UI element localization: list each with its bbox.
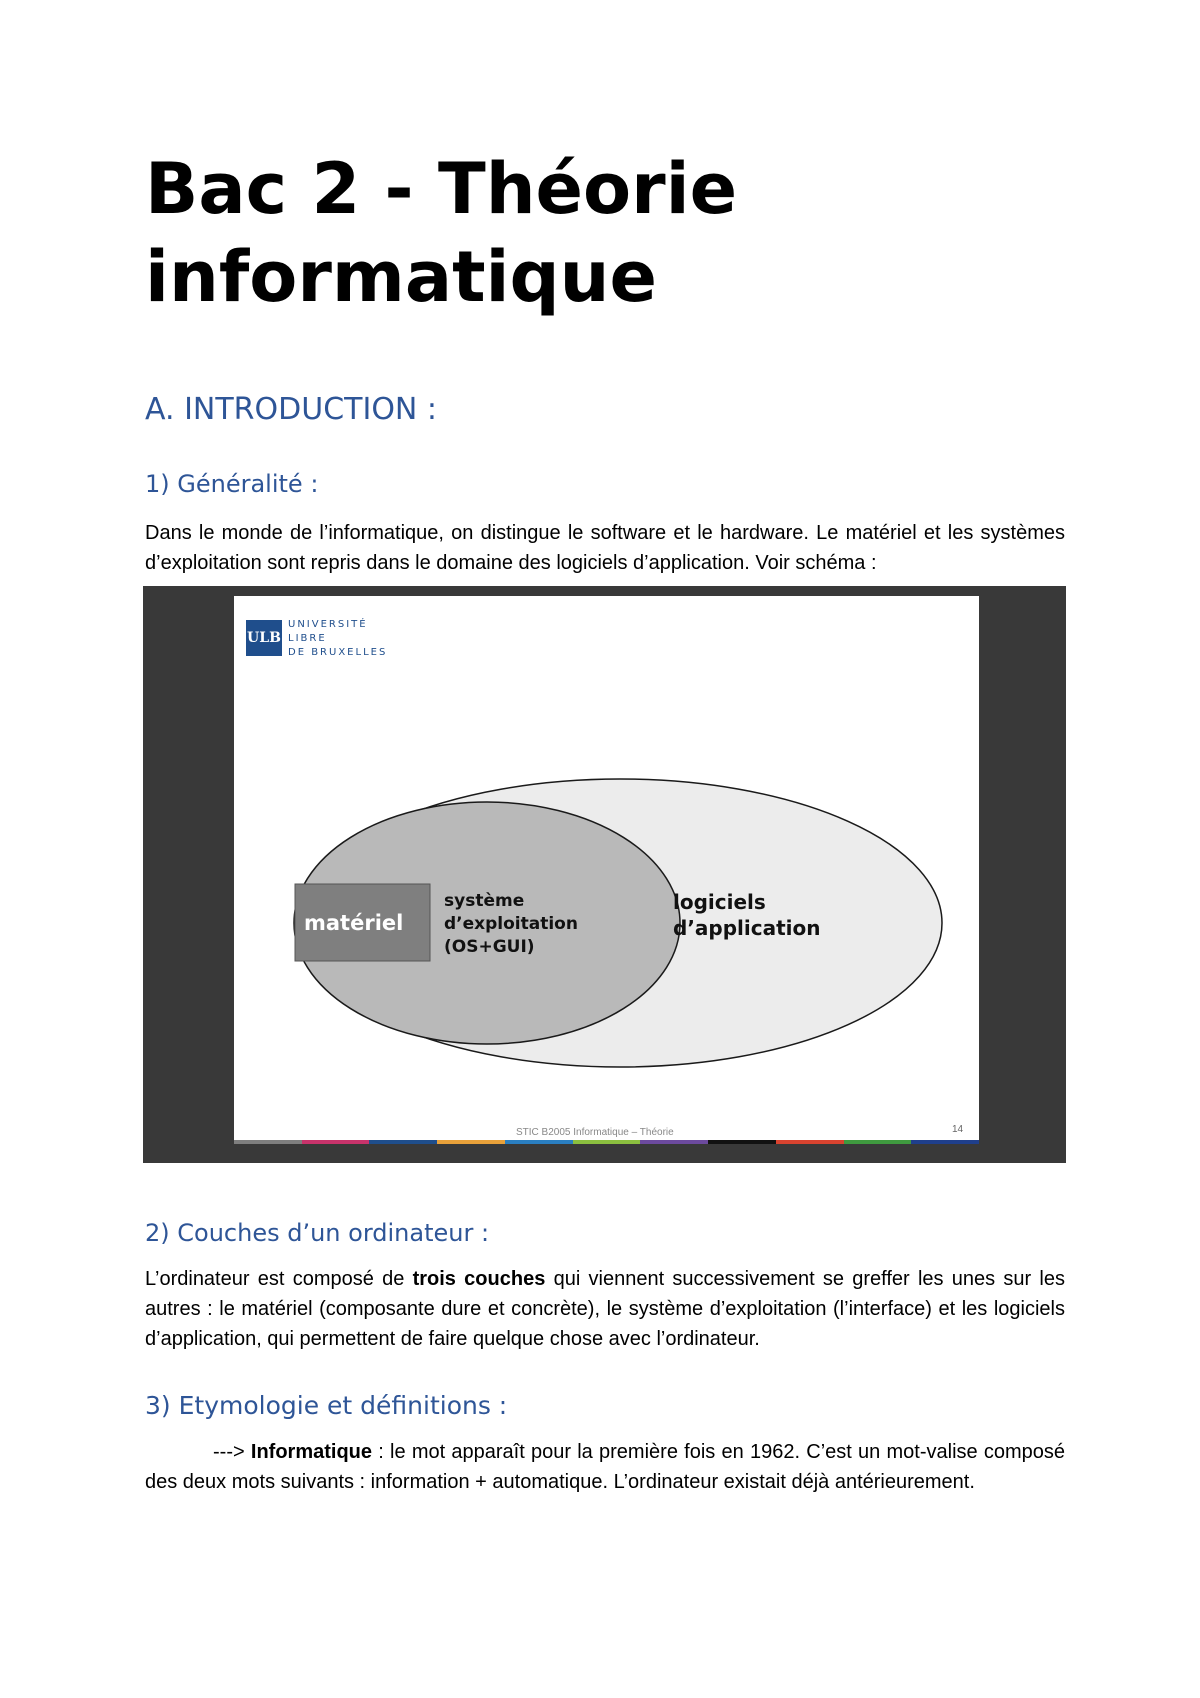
etymologie-term: Informatique: [250, 1441, 373, 1463]
logo-line-3: DE BRUXELLES: [288, 647, 388, 658]
stripe-segment: [640, 1140, 708, 1144]
color-stripe: [234, 1140, 979, 1144]
title-line-1: Bac 2 - Théorie: [145, 148, 738, 230]
slide: [234, 596, 979, 1144]
stripe-segment: [234, 1140, 302, 1144]
etymologie-text: : le mot apparaît pour la première fois en 1962. C’est un mot-valise composé des deux mots suivants : information + automatique. L’ordinateur existait déjà antérieurement.: [145, 1441, 1066, 1493]
logo-line-2: LIBRE: [288, 633, 327, 644]
ulb-logo: ULB: [246, 620, 282, 656]
stripe-segment: [776, 1140, 844, 1144]
layers-diagram: [234, 596, 979, 1144]
couches-paragraph: [145, 1264, 1065, 1354]
hardware-label: matériel: [304, 911, 404, 935]
couches-heading: 2) Couches d’un ordinateur :: [145, 1219, 490, 1247]
couches-bold-term: trois couches: [412, 1268, 546, 1290]
os-label-line-1: système: [444, 891, 525, 911]
title-line-2: informatique: [145, 236, 657, 318]
slide-page-number: 14: [952, 1124, 964, 1135]
page-title: [145, 145, 1105, 321]
logo-line-1: UNIVERSITÉ: [288, 619, 368, 630]
stripe-segment: [844, 1140, 912, 1144]
stripe-segment: [573, 1140, 641, 1144]
stripe-segment: [911, 1140, 979, 1144]
couches-text-start: L’ordinateur est composé de: [145, 1268, 413, 1290]
generalite-paragraph: Dans le monde de l’informatique, on distingue le software et le hardware. Le matériel et les systèmes d’exploitation sont repris dans le domaine des logiciels d’application. Voir schéma :: [145, 522, 1065, 574]
os-layers-figure: [143, 586, 1066, 1163]
stripe-segment: [437, 1140, 505, 1144]
etymologie-heading: 3) Etymologie et définitions :: [145, 1391, 508, 1420]
slide-footer: STIC B2005 Informatique – Théorie: [516, 1127, 674, 1138]
couches-text-end: qui viennent successivement se greffer les unes sur les autres : le matériel (composante dure et concrète), le système d’exploitation (l’interface) et les logiciels d’application, qui permettent de faire quelque chose avec l’ordinateur.: [145, 1268, 1065, 1350]
generalite-heading: 1) Généralité :: [145, 470, 319, 498]
etymologie-arrow: --->: [213, 1441, 245, 1463]
os-label-line-2: d’exploitation: [444, 914, 578, 934]
stripe-segment: [302, 1140, 370, 1144]
section-a-heading: A. INTRODUCTION :: [145, 392, 438, 427]
stripe-segment: [708, 1140, 776, 1144]
os-label-line-3: (OS+GUI): [444, 937, 535, 957]
apps-label-line-2: d’application: [673, 916, 821, 940]
stripe-segment: [505, 1140, 573, 1144]
apps-label-line-1: logiciels: [673, 890, 766, 914]
etymologie-paragraph: [145, 1437, 1065, 1497]
stripe-segment: [369, 1140, 437, 1144]
